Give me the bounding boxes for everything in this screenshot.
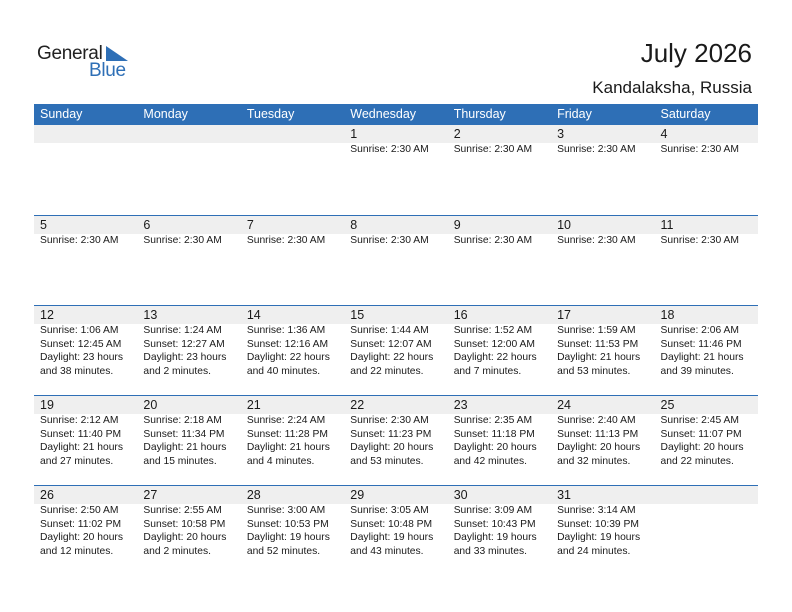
sun-info-line: Sunset: 11:40 PM [40,428,122,440]
sun-info-line: and 39 minutes. [660,365,734,377]
weekday-header-row [34,104,758,125]
day-cell [448,125,551,215]
day-sun-info [143,324,226,378]
day-sun-info [40,324,123,378]
day-cell [344,486,447,575]
day-sun-info [454,234,532,248]
day-sun-info [40,234,118,248]
sun-info-line: Daylight: 22 hours [453,352,537,364]
day-number: 18 [660,308,675,322]
logo-text-general: General [37,43,103,64]
sun-info-line: Daylight: 21 hours [660,352,744,364]
sun-info-line: Daylight: 19 hours [557,532,641,544]
sun-info-line: Sunrise: 2:30 AM [350,415,429,426]
sun-info-line: and 15 minutes. [143,455,217,467]
sun-info-line: Sunrise: 2:30 AM [143,235,222,246]
day-cell [655,306,758,395]
sun-info-line: Daylight: 21 hours [143,442,227,454]
day-sun-info [661,414,744,468]
sun-info-line: Daylight: 21 hours [557,352,641,364]
sun-info-line: and 38 minutes. [40,365,114,377]
sun-info-line: and 52 minutes. [246,545,321,557]
sun-info-line: Daylight: 22 hours [350,352,434,364]
day-number: 15 [350,308,365,322]
day-cell [448,396,551,485]
sun-info-line: Sunset: 11:46 PM [660,338,742,350]
logo-text-blue: Blue [89,60,126,81]
calendar-week-row [34,125,758,215]
day-cell [551,216,654,305]
sun-info-line: Daylight: 23 hours [143,352,227,364]
day-number: 27 [143,488,158,502]
sun-info-line: Sunrise: 2:35 AM [453,415,533,426]
day-sun-info [247,504,330,558]
sun-info-line: Sunrise: 2:30 AM [453,144,533,155]
sun-info-line: and 53 minutes. [350,455,424,467]
weekday-header: Monday [143,107,188,121]
sun-info-line: Sunrise: 2:50 AM [40,505,119,516]
sun-info-line: and 40 minutes. [246,365,321,377]
sun-info-line: Daylight: 20 hours [660,442,744,454]
sun-info-line: Daylight: 19 hours [453,532,537,544]
day-number: 4 [660,127,668,141]
day-sun-info [661,234,739,248]
day-sun-info [454,324,537,378]
day-number: 1 [350,127,358,141]
day-cell [34,306,137,395]
sun-info-line: and 42 minutes. [453,455,527,467]
sun-info-line: Daylight: 22 hours [246,352,330,364]
day-cell [241,306,344,395]
day-cell [448,306,551,395]
day-number: 13 [143,308,158,322]
calendar-week-row [34,305,758,395]
day-number: 6 [143,218,151,232]
day-number: 23 [453,398,468,412]
sun-info-line: Daylight: 19 hours [246,532,330,544]
day-number: 31 [557,488,572,502]
day-number: 24 [557,398,572,412]
sun-info-line: Sunrise: 2:30 AM [453,235,533,246]
day-sun-info [454,414,537,468]
page-title: July 2026 [640,38,752,68]
sun-info-line: and 2 minutes. [143,365,211,377]
sun-info-line: Sunset: 11:02 PM [40,518,122,530]
sun-info-line: Sunrise: 2:30 AM [660,235,739,246]
sun-info-line: Sunrise: 2:06 AM [660,325,739,336]
sun-info-line: Sunrise: 3:05 AM [350,505,429,516]
sun-info-line: Sunset: 11:28 PM [246,428,328,440]
day-sun-info [661,324,744,378]
day-sun-info [247,234,325,248]
week-cells [34,216,758,305]
day-sun-info [350,324,433,378]
day-cell [137,486,240,575]
day-sun-info [557,234,635,248]
sun-info-line: Sunset: 10:48 PM [350,518,433,530]
day-sun-info [40,414,123,468]
day-number: 16 [453,308,468,322]
sun-info-line: and 2 minutes. [143,545,211,557]
day-cell [241,486,344,575]
day-cell [655,396,758,485]
weekday-header: Wednesday [350,107,417,121]
sun-info-line: Sunset: 10:53 PM [246,518,329,530]
sun-info-line: Sunrise: 1:24 AM [143,325,222,336]
day-number: 9 [453,218,461,232]
week-cells [34,396,758,485]
calendar-week-row [34,485,758,575]
day-sun-info [557,414,640,468]
sun-info-line: Sunrise: 3:14 AM [557,505,636,516]
sun-info-line: Sunset: 11:13 PM [557,428,639,440]
day-cell [344,125,447,215]
sun-info-line: Sunset: 12:00 AM [453,338,535,350]
day-sun-info [143,414,226,468]
sun-info-line: Sunset: 11:18 PM [453,428,535,440]
sun-info-line: Daylight: 23 hours [40,352,123,364]
day-cell [344,396,447,485]
day-sun-info [454,143,532,157]
sun-info-line: and 7 minutes. [453,365,522,377]
weekday-header: Saturday [660,107,711,121]
day-number: 8 [350,218,358,232]
sun-info-line: Sunrise: 2:30 AM [557,144,636,155]
sun-info-line: Daylight: 20 hours [40,532,123,544]
sun-info-line: Sunrise: 2:30 AM [40,235,119,246]
day-sun-info [557,324,640,378]
day-sun-info [350,414,433,468]
day-number: 28 [246,488,261,502]
calendar-week-row [34,215,758,305]
sun-info-line: and 27 minutes. [40,455,114,467]
day-cell [137,125,240,215]
day-sun-info [247,414,330,468]
week-cells [34,486,758,575]
day-number: 26 [40,488,54,502]
sun-info-line: and 24 minutes. [557,545,631,557]
weekday-header: Friday [557,107,592,121]
day-sun-info [454,504,537,558]
sun-info-line: Sunset: 12:27 AM [143,338,225,350]
sun-info-line: and 4 minutes. [246,455,315,467]
day-number: 3 [557,127,565,141]
sun-info-line: Daylight: 20 hours [557,442,641,454]
day-sun-info [40,504,123,558]
day-number: 5 [40,218,47,232]
day-cell [655,125,758,215]
day-sun-info [350,504,433,558]
day-number: 7 [246,218,254,232]
sun-info-line: Sunrise: 1:59 AM [557,325,636,336]
sun-info-line: Daylight: 20 hours [143,532,227,544]
sun-info-line: Sunset: 11:23 PM [350,428,432,440]
day-number: 30 [453,488,468,502]
logo [37,43,137,83]
day-sun-info [143,234,221,248]
day-number: 12 [40,308,54,322]
calendar-week-row [34,395,758,485]
sun-info-line: Sunset: 11:07 PM [660,428,742,440]
sun-info-line: Sunrise: 1:52 AM [453,325,533,336]
day-number: 2 [453,127,461,141]
sun-info-line: Sunset: 11:53 PM [557,338,639,350]
sun-info-line: Sunset: 10:43 PM [453,518,536,530]
sun-info-line: Daylight: 20 hours [350,442,434,454]
day-cell [137,306,240,395]
sun-info-line: Sunrise: 2:40 AM [557,415,636,426]
day-sun-info [350,143,428,157]
day-cell [344,306,447,395]
day-cell [655,486,758,575]
day-cell [241,396,344,485]
sun-info-line: Sunset: 12:07 AM [350,338,432,350]
day-cell [241,216,344,305]
day-cell [551,306,654,395]
day-cell [241,125,344,215]
day-cell [137,216,240,305]
sun-info-line: Sunset: 10:39 PM [557,518,639,530]
sun-info-line: Sunrise: 2:30 AM [246,235,326,246]
weekday-header: Thursday [453,107,506,121]
sun-info-line: and 12 minutes. [40,545,114,557]
day-cell [344,216,447,305]
sun-info-line: Sunrise: 2:45 AM [660,415,739,426]
day-cell [34,396,137,485]
day-number: 11 [660,218,674,232]
calendar-grid [34,104,758,575]
sun-info-line: Sunrise: 2:12 AM [40,415,119,426]
sun-info-line: Sunrise: 2:30 AM [557,235,636,246]
day-sun-info [661,143,739,157]
weekday-header: Sunday [40,107,83,121]
sun-info-line: and 22 minutes. [350,365,424,377]
week-cells [34,125,758,215]
day-number: 25 [660,398,675,412]
sun-info-line: Sunrise: 2:30 AM [350,144,429,155]
location-label: Kandalaksha, Russia [592,78,752,97]
day-cell [34,486,137,575]
day-cell [34,125,137,215]
day-sun-info [247,324,330,378]
weekday-header: Tuesday [246,107,295,121]
day-cell [655,216,758,305]
day-cell [448,216,551,305]
day-number: 29 [350,488,365,502]
sun-info-line: Sunrise: 1:36 AM [246,325,326,336]
day-number: 17 [557,308,572,322]
sun-info-line: Sunset: 10:58 PM [143,518,226,530]
day-cell [137,396,240,485]
sun-info-line: Sunrise: 2:30 AM [660,144,739,155]
sun-info-line: Sunrise: 1:06 AM [40,325,119,336]
day-cell [551,486,654,575]
sun-info-line: Sunset: 11:34 PM [143,428,225,440]
day-sun-info [350,234,428,248]
sun-info-line: Daylight: 21 hours [246,442,330,454]
sun-info-line: Sunrise: 2:18 AM [143,415,222,426]
sun-info-line: and 53 minutes. [557,365,631,377]
sun-info-line: Daylight: 21 hours [40,442,123,454]
sun-info-line: Sunrise: 3:00 AM [246,505,326,516]
sun-info-line: and 32 minutes. [557,455,631,467]
sun-info-line: Sunrise: 3:09 AM [453,505,533,516]
sun-info-line: Sunset: 12:45 AM [40,338,122,350]
sun-info-line: Sunrise: 2:30 AM [350,235,429,246]
sun-info-line: Sunset: 12:16 AM [246,338,329,350]
day-cell [551,396,654,485]
day-sun-info [557,504,640,558]
day-cell [551,125,654,215]
sun-info-line: and 22 minutes. [660,455,734,467]
sun-info-line: and 43 minutes. [350,545,424,557]
day-number: 19 [40,398,54,412]
day-sun-info [143,504,226,558]
day-cell [448,486,551,575]
sun-info-line: Daylight: 19 hours [350,532,434,544]
day-cell [34,216,137,305]
day-number: 20 [143,398,158,412]
day-number: 22 [350,398,365,412]
sun-info-line: Sunrise: 2:24 AM [246,415,326,426]
day-number: 21 [246,398,261,412]
sun-info-line: and 33 minutes. [453,545,527,557]
day-number: 14 [246,308,261,322]
day-number: 10 [557,218,572,232]
sun-info-line: Sunrise: 2:55 AM [143,505,222,516]
calendar-weeks [34,125,758,575]
sun-info-line: Sunrise: 1:44 AM [350,325,429,336]
sun-info-line: Daylight: 20 hours [453,442,537,454]
day-sun-info [557,143,635,157]
week-cells [34,306,758,395]
